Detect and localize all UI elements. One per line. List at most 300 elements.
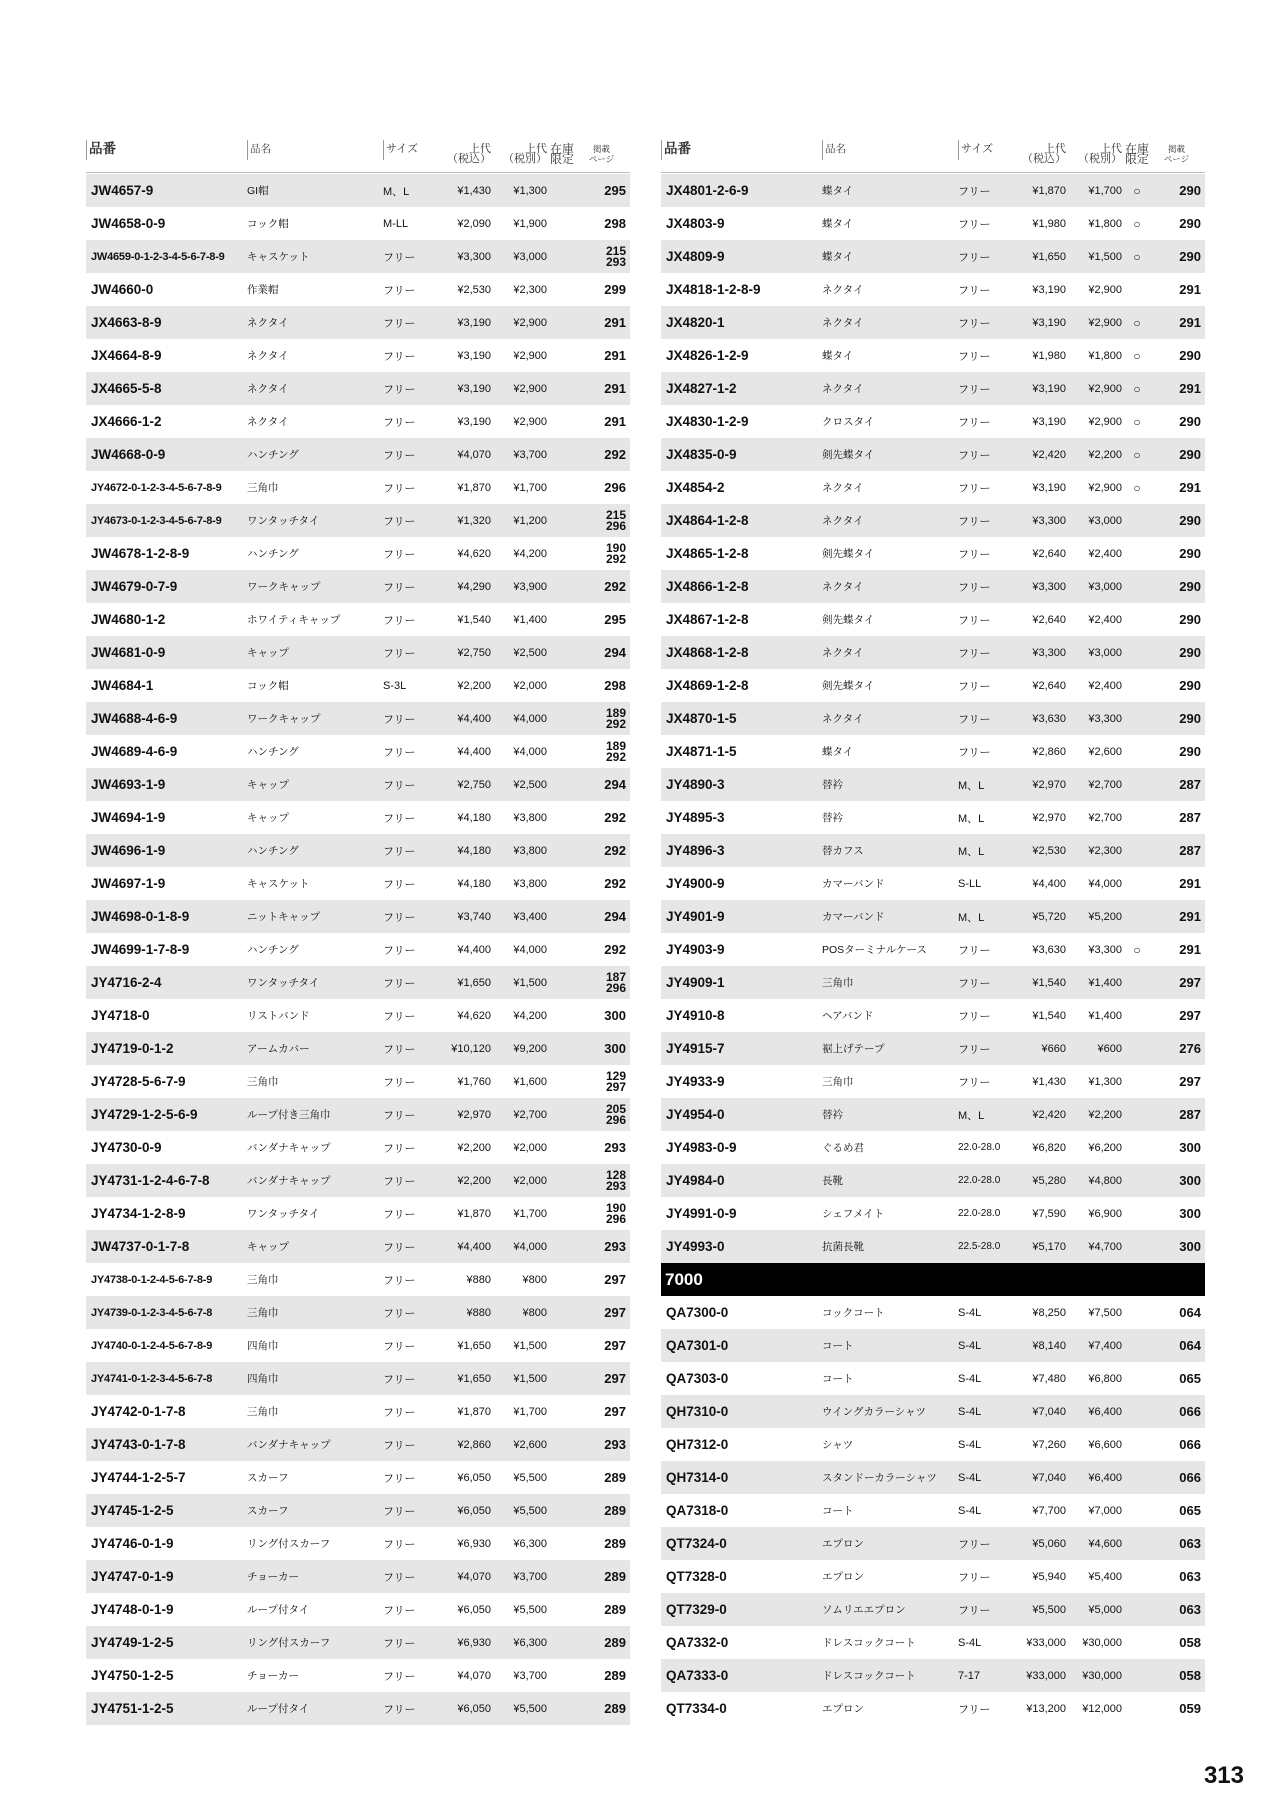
price-tax-included: ¥3,300 — [1032, 580, 1066, 593]
product-code: JY4738-0-1-2-4-5-6-7-8-9 — [91, 1273, 213, 1286]
product-size: フリー — [958, 482, 991, 495]
product-size: フリー — [383, 1538, 416, 1551]
catalog-page: 297 — [604, 1273, 626, 1286]
catalog-page: 300 — [1179, 1207, 1201, 1220]
catalog-page: 297 — [604, 1306, 626, 1319]
product-name: 替カフス — [822, 845, 864, 857]
catalog-page: 300 — [1179, 1240, 1201, 1253]
catalog-page: 293 — [604, 1438, 626, 1451]
catalog-page: 059 — [1179, 1702, 1201, 1715]
product-size: フリー — [958, 944, 991, 957]
price-tax-excluded: ¥5,500 — [513, 1504, 547, 1517]
catalog-page: 063 — [1179, 1537, 1201, 1550]
price-tax-included: ¥2,640 — [1032, 547, 1066, 560]
price-tax-excluded: ¥3,800 — [513, 844, 547, 857]
price-tax-included: ¥4,070 — [457, 1570, 491, 1583]
table-row — [661, 1527, 1205, 1560]
table-row — [661, 1395, 1205, 1428]
catalog-page: 291 — [604, 415, 626, 428]
product-size: フリー — [383, 383, 416, 396]
product-size: フリー — [383, 1439, 416, 1452]
product-name: 蝶タイ — [822, 251, 854, 263]
table-row — [661, 1329, 1205, 1362]
table-row — [661, 1296, 1205, 1329]
product-code: QA7303-0 — [666, 1371, 729, 1386]
product-name: ワンタッチタイ — [247, 1208, 320, 1220]
price-tax-included: ¥5,940 — [1032, 1570, 1066, 1583]
product-size: フリー — [383, 1703, 416, 1716]
price-tax-included: ¥1,980 — [1032, 349, 1066, 362]
product-size: S-4L — [958, 1471, 982, 1484]
product-code: JY4900-9 — [666, 876, 725, 891]
price-tax-excluded: ¥1,800 — [1088, 217, 1122, 230]
product-code: JW4697-1-9 — [91, 876, 166, 891]
price-tax-excluded: ¥2,900 — [1088, 481, 1122, 494]
catalog-page: 292 — [604, 448, 626, 461]
product-code: QA7300-0 — [666, 1305, 729, 1320]
product-code: JY4933-9 — [666, 1074, 725, 1089]
table-row — [86, 438, 630, 471]
product-name: ネクタイ — [822, 383, 864, 395]
product-name: バンダナキャップ — [247, 1142, 331, 1154]
price-tax-excluded: ¥2,500 — [513, 646, 547, 659]
product-size: フリー — [958, 284, 991, 297]
table-row — [661, 1197, 1205, 1230]
price-tax-excluded: ¥1,400 — [1088, 976, 1122, 989]
table-row — [661, 1164, 1205, 1197]
price-tax-included: ¥7,260 — [1032, 1438, 1066, 1451]
product-size: フリー — [383, 251, 416, 264]
catalog-page: 289 — [604, 1570, 626, 1583]
product-name: 剣先蝶タイ — [822, 614, 875, 626]
price-tax-included: ¥1,320 — [457, 514, 491, 527]
catalog-page: 291 — [1179, 481, 1201, 494]
product-name: 四角巾 — [247, 1373, 279, 1385]
product-name: シャツ — [822, 1439, 854, 1451]
price-tax-included: ¥4,400 — [457, 943, 491, 956]
price-tax-excluded: ¥2,700 — [1088, 778, 1122, 791]
product-code: JW4678-1-2-8-9 — [91, 546, 190, 561]
price-tax-included: ¥6,930 — [457, 1636, 491, 1649]
product-name: チョーカー — [247, 1571, 299, 1583]
price-tax-included: ¥1,870 — [457, 481, 491, 494]
product-name: ネクタイ — [822, 713, 864, 725]
price-tax-included: ¥3,190 — [457, 382, 491, 395]
table-row — [661, 1560, 1205, 1593]
product-name: キャップ — [247, 647, 289, 659]
product-name: 三角巾 — [247, 1274, 279, 1286]
product-size: 22.5-28.0 — [958, 1241, 1001, 1252]
price-tax-excluded: ¥1,500 — [513, 1339, 547, 1352]
header-price-tax-ex: 上代 （税別） — [1078, 143, 1122, 165]
table-row — [661, 867, 1205, 900]
price-tax-included: ¥1,540 — [457, 613, 491, 626]
product-name: 蝶タイ — [822, 218, 854, 230]
price-tax-excluded: ¥3,700 — [513, 1669, 547, 1682]
catalog-page: 291 — [604, 349, 626, 362]
product-code: JX4867-1-2-8 — [666, 612, 749, 627]
product-name: ネクタイ — [822, 581, 864, 593]
product-code: JY4744-1-2-5-7 — [91, 1470, 186, 1485]
table-header — [661, 140, 1205, 173]
price-tax-included: ¥1,980 — [1032, 217, 1066, 230]
product-size: フリー — [383, 1010, 416, 1023]
product-code: JY4745-1-2-5 — [91, 1503, 174, 1518]
product-name: ハンチング — [247, 845, 299, 857]
price-tax-excluded: ¥4,000 — [513, 745, 547, 758]
price-tax-excluded: ¥2,900 — [1088, 382, 1122, 395]
product-name: エプロン — [822, 1703, 864, 1715]
table-row — [661, 1428, 1205, 1461]
price-tax-excluded: ¥6,800 — [1088, 1372, 1122, 1385]
table-row — [86, 1659, 630, 1692]
product-code: QA7332-0 — [666, 1635, 729, 1650]
product-name: ネクタイ — [247, 317, 289, 329]
price-tax-included: ¥4,180 — [457, 811, 491, 824]
catalog-page: 289 — [604, 1603, 626, 1616]
table-row — [661, 471, 1205, 504]
price-tax-included: ¥3,190 — [1032, 382, 1066, 395]
price-tax-included: ¥2,200 — [457, 1141, 491, 1154]
price-tax-included: ¥2,420 — [1032, 448, 1066, 461]
price-tax-included: ¥2,860 — [1032, 745, 1066, 758]
catalog-page: 290 — [1179, 679, 1201, 692]
product-size: フリー — [958, 1076, 991, 1089]
price-tax-excluded: ¥6,200 — [1088, 1141, 1122, 1154]
product-size: フリー — [383, 779, 416, 792]
price-tax-included: ¥2,970 — [1032, 811, 1066, 824]
product-name: キャップ — [247, 779, 289, 791]
price-tax-excluded: ¥5,500 — [513, 1603, 547, 1616]
price-tax-included: ¥4,620 — [457, 1009, 491, 1022]
catalog-page: 064 — [1179, 1306, 1201, 1319]
product-name: ループ付き三角巾 — [247, 1109, 331, 1121]
price-tax-included: ¥6,050 — [457, 1504, 491, 1517]
product-code: JW4680-1-2 — [91, 612, 166, 627]
product-code: JX4869-1-2-8 — [666, 678, 749, 693]
header-page: 掲載 ページ — [1163, 144, 1190, 164]
price-tax-excluded: ¥2,000 — [513, 1141, 547, 1154]
price-tax-excluded: ¥2,400 — [1088, 547, 1122, 560]
product-name: 四角巾 — [247, 1340, 279, 1352]
product-code: QT7329-0 — [666, 1602, 727, 1617]
header-stock: 在庫 限定 — [549, 142, 574, 166]
catalog-page: 298 — [604, 679, 626, 692]
price-tax-included: ¥3,190 — [457, 316, 491, 329]
catalog-page: 292 — [604, 877, 626, 890]
table-row — [661, 306, 1205, 339]
product-name: ネクタイ — [822, 317, 864, 329]
table-row — [661, 1230, 1205, 1263]
price-tax-excluded: ¥2,900 — [1088, 415, 1122, 428]
product-name: 替衿 — [822, 1109, 843, 1121]
catalog-page: 291 — [1179, 877, 1201, 890]
product-code: JX4801-2-6-9 — [666, 183, 749, 198]
product-size: フリー — [383, 812, 416, 825]
product-size: S-3L — [383, 679, 407, 692]
product-name: カマーバンド — [822, 878, 885, 890]
product-size: フリー — [383, 746, 416, 759]
table-row — [661, 1461, 1205, 1494]
product-code: JX4820-1 — [666, 315, 725, 330]
catalog-page: 291 — [1179, 943, 1201, 956]
product-size: フリー — [383, 515, 416, 528]
price-tax-included: ¥2,530 — [457, 283, 491, 296]
price-tax-excluded: ¥1,300 — [513, 184, 547, 197]
price-tax-included: ¥2,640 — [1032, 613, 1066, 626]
price-tax-excluded: ¥3,000 — [1088, 646, 1122, 659]
table-row — [86, 1329, 630, 1362]
product-code: JY4718-0 — [91, 1008, 150, 1023]
table-row — [661, 207, 1205, 240]
table-row — [86, 339, 630, 372]
price-tax-excluded: ¥600 — [1097, 1042, 1122, 1055]
product-size: S-4L — [958, 1339, 982, 1352]
product-size: フリー — [383, 977, 416, 990]
price-tax-excluded: ¥4,800 — [1088, 1174, 1122, 1187]
price-tax-included: ¥3,190 — [457, 349, 491, 362]
product-size: フリー — [958, 548, 991, 561]
table-row — [661, 900, 1205, 933]
product-size: フリー — [383, 1076, 416, 1089]
catalog-page: 215 293 — [605, 245, 626, 268]
product-name: ネクタイ — [822, 515, 864, 527]
product-code: JY4983-0-9 — [666, 1140, 737, 1155]
product-code: JX4818-1-2-8-9 — [666, 282, 761, 297]
price-tax-excluded: ¥1,600 — [513, 1075, 547, 1088]
product-name: 剣先蝶タイ — [822, 680, 875, 692]
product-size: フリー — [958, 713, 991, 726]
table-row — [661, 933, 1205, 966]
product-code: JY4716-2-4 — [91, 975, 162, 990]
price-tax-included: ¥1,650 — [1032, 250, 1066, 263]
table-row — [86, 867, 630, 900]
product-size: フリー — [958, 1571, 991, 1584]
catalog-page: 190 292 — [605, 542, 626, 565]
product-code: JW4696-1-9 — [91, 843, 166, 858]
product-name: コックコート — [822, 1307, 885, 1319]
catalog-page: 290 — [1179, 514, 1201, 527]
price-tax-excluded: ¥5,000 — [1088, 1603, 1122, 1616]
price-tax-excluded: ¥4,600 — [1088, 1537, 1122, 1550]
product-name: 三角巾 — [822, 977, 854, 989]
price-tax-included: ¥7,040 — [1032, 1405, 1066, 1418]
catalog-page: 292 — [604, 580, 626, 593]
product-code: JW4657-9 — [91, 183, 154, 198]
catalog-page: 058 — [1179, 1636, 1201, 1649]
price-tax-excluded: ¥2,400 — [1088, 613, 1122, 626]
catalog-page: 289 — [604, 1669, 626, 1682]
right-product-table — [661, 140, 1205, 1725]
catalog-page: 215 296 — [605, 509, 626, 532]
price-tax-excluded: ¥3,300 — [1088, 943, 1122, 956]
product-size: フリー — [958, 647, 991, 660]
price-tax-excluded: ¥2,000 — [513, 1174, 547, 1187]
product-size: M-LL — [383, 217, 409, 230]
catalog-page: 290 — [1179, 547, 1201, 560]
product-size: フリー — [383, 1340, 416, 1353]
product-name: コック帽 — [247, 680, 289, 692]
product-size: 22.0-28.0 — [958, 1208, 1001, 1219]
stock-limited-mark: ○ — [1133, 315, 1141, 330]
price-tax-included: ¥5,060 — [1032, 1537, 1066, 1550]
product-code: JW4698-0-1-8-9 — [91, 909, 190, 924]
price-tax-excluded: ¥5,500 — [513, 1471, 547, 1484]
table-row — [661, 1626, 1205, 1659]
table-row — [661, 735, 1205, 768]
product-size: フリー — [383, 449, 416, 462]
catalog-page: 291 — [1179, 382, 1201, 395]
price-tax-included: ¥2,970 — [1032, 778, 1066, 791]
catalog-page: 189 292 — [605, 740, 626, 763]
header-size: サイズ — [383, 140, 441, 160]
price-tax-excluded: ¥1,500 — [513, 1372, 547, 1385]
product-name: ループ付タイ — [247, 1703, 310, 1715]
table-row — [86, 1428, 630, 1461]
price-tax-included: ¥4,400 — [1032, 877, 1066, 890]
price-tax-included: ¥1,870 — [457, 1405, 491, 1418]
product-size: フリー — [958, 218, 991, 231]
product-name: 剣先蝶タイ — [822, 449, 875, 461]
table-row — [86, 900, 630, 933]
price-tax-included: ¥2,750 — [457, 646, 491, 659]
product-code: JX4868-1-2-8 — [666, 645, 749, 660]
table-row — [86, 636, 630, 669]
product-name: バンダナキャップ — [247, 1439, 331, 1451]
product-code: QH7314-0 — [666, 1470, 729, 1485]
product-size: フリー — [958, 581, 991, 594]
price-tax-excluded: ¥2,200 — [1088, 1108, 1122, 1121]
product-code: QT7328-0 — [666, 1569, 727, 1584]
price-tax-excluded: ¥1,300 — [1088, 1075, 1122, 1088]
table-row — [86, 240, 630, 273]
product-size: フリー — [958, 680, 991, 693]
catalog-page: 290 — [1179, 349, 1201, 362]
table-row — [661, 504, 1205, 537]
price-tax-included: ¥6,050 — [457, 1471, 491, 1484]
price-tax-excluded: ¥2,900 — [513, 382, 547, 395]
table-row — [661, 405, 1205, 438]
stock-limited-mark: ○ — [1133, 381, 1141, 396]
product-code: QT7324-0 — [666, 1536, 727, 1551]
product-code: JY4743-0-1-7-8 — [91, 1437, 186, 1452]
price-tax-included: ¥6,930 — [457, 1537, 491, 1550]
table-row — [661, 438, 1205, 471]
table-row — [86, 933, 630, 966]
product-size: フリー — [383, 350, 416, 363]
product-code: JY4901-9 — [666, 909, 725, 924]
table-row — [86, 1032, 630, 1065]
product-code: JW4658-0-9 — [91, 216, 166, 231]
price-tax-excluded: ¥6,600 — [1088, 1438, 1122, 1451]
product-name: キャスケット — [247, 878, 310, 890]
price-tax-excluded: ¥3,300 — [1088, 712, 1122, 725]
price-tax-included: ¥3,190 — [1032, 283, 1066, 296]
table-row — [86, 1626, 630, 1659]
product-name: ウイングカラーシャツ — [822, 1406, 927, 1418]
product-size: フリー — [383, 1472, 416, 1485]
catalog-page: 189 292 — [605, 707, 626, 730]
table-row — [661, 999, 1205, 1032]
product-code: JY4673-0-1-2-3-4-5-6-7-8-9 — [91, 514, 222, 527]
product-code: QA7318-0 — [666, 1503, 729, 1518]
right-table-body — [661, 174, 1205, 1263]
catalog-page: 058 — [1179, 1669, 1201, 1682]
catalog-page: 297 — [604, 1372, 626, 1385]
price-tax-included: ¥1,870 — [1032, 184, 1066, 197]
price-tax-excluded: ¥12,000 — [1082, 1702, 1122, 1715]
price-tax-excluded: ¥1,500 — [513, 976, 547, 989]
product-size: S-4L — [958, 1504, 982, 1517]
price-tax-included: ¥8,140 — [1032, 1339, 1066, 1352]
product-code: JY4984-0 — [666, 1173, 725, 1188]
table-row — [86, 1296, 630, 1329]
product-name: コート — [822, 1340, 854, 1352]
product-code: JY4741-0-1-2-3-4-5-6-7-8 — [91, 1372, 213, 1385]
product-size: 22.0-28.0 — [958, 1142, 1001, 1153]
catalog-page: 128 293 — [605, 1169, 626, 1192]
price-tax-included: ¥13,200 — [1026, 1702, 1066, 1715]
price-tax-included: ¥7,590 — [1032, 1207, 1066, 1220]
price-tax-included: ¥33,000 — [1026, 1669, 1066, 1682]
product-size: フリー — [383, 1307, 416, 1320]
catalog-page: 290 — [1179, 448, 1201, 461]
product-code: JY4991-0-9 — [666, 1206, 737, 1221]
catalog-page: 294 — [604, 778, 626, 791]
product-name: ハンチング — [247, 944, 299, 956]
price-tax-included: ¥3,300 — [1032, 646, 1066, 659]
price-tax-excluded: ¥6,300 — [513, 1537, 547, 1550]
left-product-table — [86, 140, 630, 1725]
table-row — [661, 174, 1205, 207]
product-name: ネクタイ — [822, 482, 864, 494]
left-table-body — [86, 174, 630, 1725]
table-row — [661, 1131, 1205, 1164]
table-row — [86, 999, 630, 1032]
table-row — [86, 1230, 630, 1263]
table-row — [661, 273, 1205, 306]
product-code: JY4954-0 — [666, 1107, 725, 1122]
price-tax-included: ¥10,120 — [451, 1042, 491, 1055]
product-code: JY4728-5-6-7-9 — [91, 1074, 186, 1089]
product-code: JX4870-1-5 — [666, 711, 737, 726]
table-row — [661, 768, 1205, 801]
catalog-page: 289 — [604, 1471, 626, 1484]
product-code: JY4915-7 — [666, 1041, 725, 1056]
product-name: コート — [822, 1373, 854, 1385]
product-name: ループ付タイ — [247, 1604, 310, 1616]
product-code: QA7333-0 — [666, 1668, 729, 1683]
product-code: JX4866-1-2-8 — [666, 579, 749, 594]
price-tax-excluded: ¥6,400 — [1088, 1405, 1122, 1418]
price-tax-included: ¥4,180 — [457, 877, 491, 890]
product-code: QA7301-0 — [666, 1338, 729, 1353]
product-name: スタンドーカラーシャツ — [822, 1472, 937, 1484]
product-code: JX4835-0-9 — [666, 447, 737, 462]
product-name: スカーフ — [247, 1472, 289, 1484]
product-size: フリー — [383, 1208, 416, 1221]
product-size: フリー — [958, 449, 991, 462]
price-tax-included: ¥1,430 — [1032, 1075, 1066, 1088]
product-name: ぐるめ君 — [822, 1142, 864, 1154]
table-row — [661, 1098, 1205, 1131]
product-name: GI帽 — [247, 185, 269, 197]
catalog-page: 297 — [1179, 976, 1201, 989]
price-tax-included: ¥7,700 — [1032, 1504, 1066, 1517]
product-name: シェフメイト — [822, 1208, 885, 1220]
price-tax-excluded: ¥2,300 — [513, 283, 547, 296]
price-tax-excluded: ¥1,700 — [513, 481, 547, 494]
